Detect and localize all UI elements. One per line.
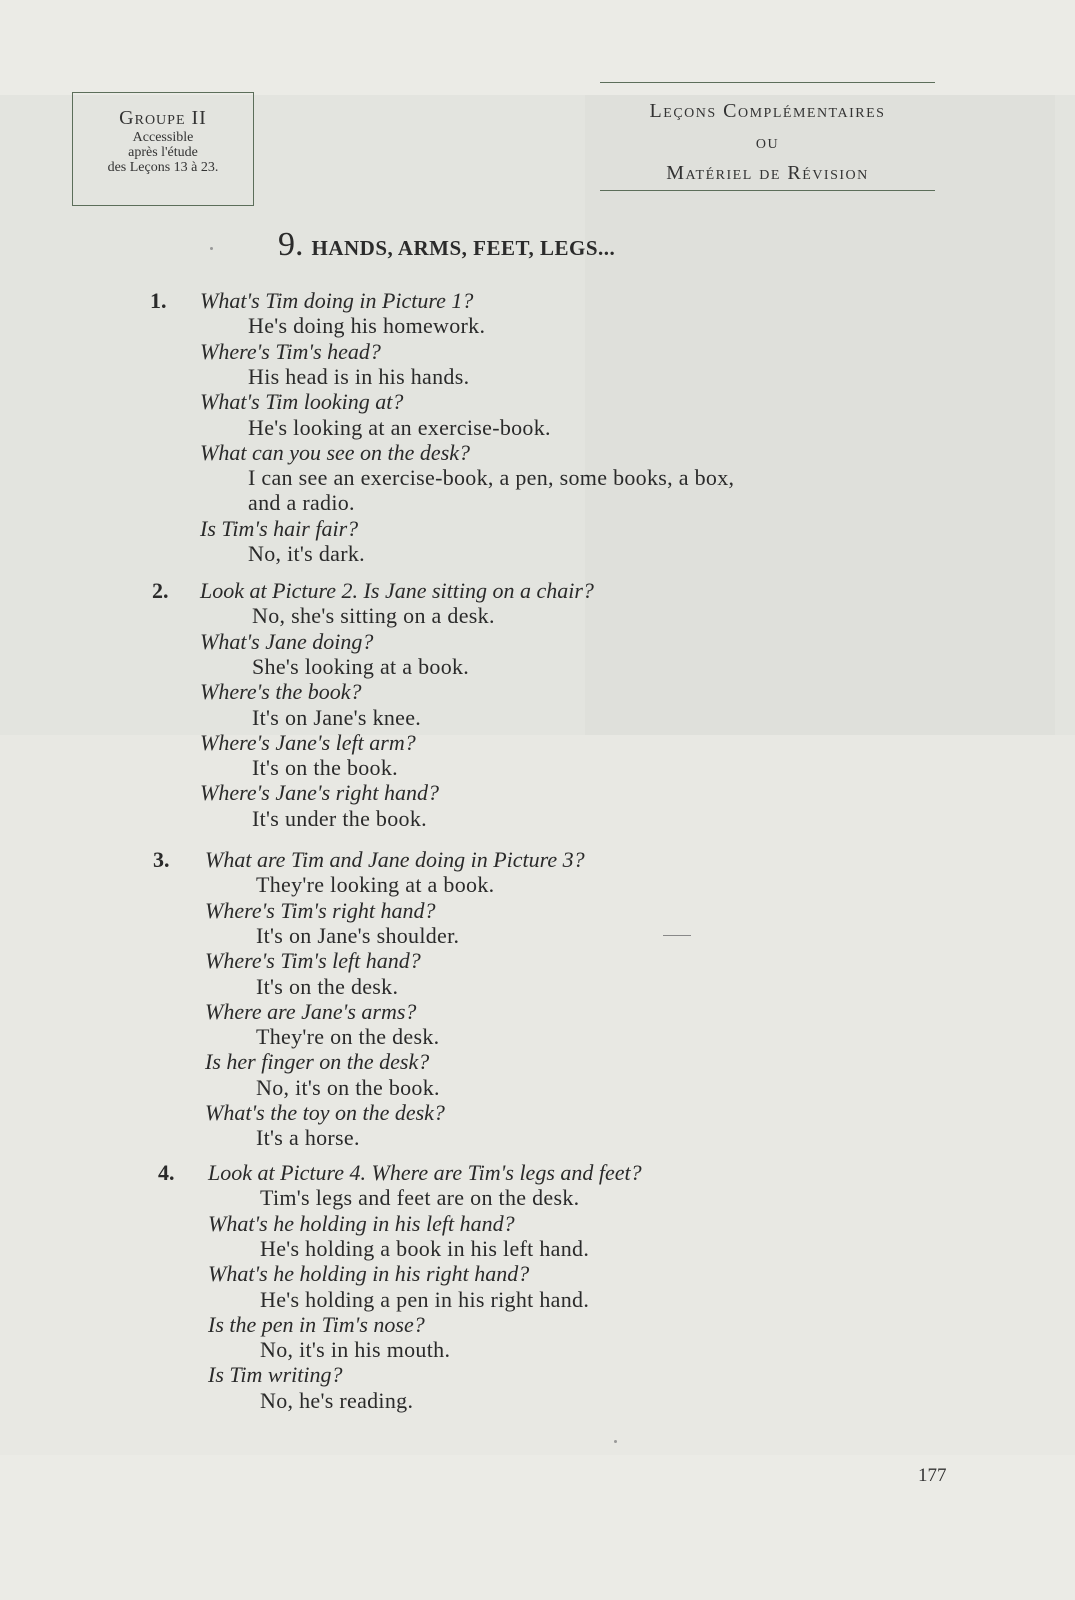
answer-line: It's a horse. [256, 1125, 360, 1151]
question-line: Is Tim's hair fair? [200, 515, 359, 541]
question-line: What can you see on the desk? [200, 439, 471, 465]
lecons-line: ou [755, 131, 780, 153]
answer-line: It's on the book. [252, 755, 398, 781]
question-line: Look at Picture 2. Is Jane sitting on a chair? [200, 578, 594, 603]
group-box [72, 92, 254, 206]
answer-line: His head is in his hands. [248, 363, 470, 389]
lecons-top-rule [600, 82, 935, 83]
answer-line: No, it's dark. [248, 541, 365, 566]
question-line: Where's Tim's right hand? [205, 897, 436, 923]
answer-line: No, he's reading. [260, 1387, 414, 1413]
page-shade-bottom [0, 735, 1075, 1455]
lecons-line: Matériel de Révision [666, 162, 869, 184]
speck [210, 247, 213, 250]
question-line: Look at Picture 4. Where are Tim's legs and feet? [208, 1160, 642, 1185]
group-line: des Leçons 13 à 23. [107, 160, 219, 175]
lesson-title [278, 226, 615, 264]
question-line: What's Tim doing in Picture 1? [200, 288, 474, 313]
answer-line: Tim's legs and feet are on the desk. [260, 1185, 580, 1211]
question-line: What's the toy on the desk? [205, 1100, 445, 1125]
question-line: Where's Jane's right hand? [200, 780, 439, 806]
answer-line: She's looking at a book. [252, 653, 470, 679]
lesson-number: 9. [278, 226, 304, 263]
group-line: après l'étude [128, 145, 198, 160]
question-line: Where's Tim's head? [200, 338, 381, 364]
group-title: Groupe II [119, 107, 207, 129]
page-shade-right [585, 95, 1055, 735]
question-line: What's he holding in his left hand? [208, 1210, 515, 1236]
question-number: 4. [158, 1160, 175, 1185]
answer-line: They're on the desk. [256, 1024, 440, 1050]
question-line: What's he holding in his right hand? [208, 1261, 530, 1287]
question-line: Where's Jane's left arm? [200, 729, 416, 755]
answer-line: No, it's in his mouth. [260, 1337, 451, 1363]
question-line: Is Tim writing? [208, 1362, 343, 1388]
lesson-title-text: HANDS, ARMS, FEET, LEGS... [311, 236, 616, 260]
question-line: What's Jane doing? [200, 628, 374, 654]
answer-line: and a radio. [248, 490, 355, 516]
question-line: Where are Jane's arms? [205, 998, 417, 1024]
answer-line: He's looking at an exercise-book. [248, 414, 551, 440]
answer-line: He's doing his homework. [248, 313, 486, 339]
answer-line: It's on the desk. [256, 973, 399, 999]
question-line: Is the pen in Tim's nose? [208, 1311, 425, 1337]
answer-line: No, it's on the book. [256, 1074, 440, 1100]
answer-line: No, she's sitting on a desk. [252, 603, 495, 629]
page-number: 177 [918, 1465, 947, 1486]
lecons-line: Leçons Complémentaires [649, 100, 886, 122]
answer-line: It's under the book. [252, 805, 427, 831]
question-line: What are Tim and Jane doing in Picture 3? [205, 847, 585, 872]
group-line: Accessible [132, 130, 194, 145]
question-line: Where's Tim's left hand? [205, 948, 421, 974]
stray-mark [663, 935, 691, 936]
answer-line: He's holding a book in his left hand. [260, 1235, 590, 1261]
question-line: Is her finger on the desk? [205, 1049, 430, 1075]
question-number: 1. [150, 288, 167, 313]
question-number: 2. [152, 578, 169, 603]
question-line: Where's the book? [200, 679, 362, 705]
lecons-bottom-rule [600, 190, 935, 191]
lecons-header [590, 96, 945, 189]
answer-line: He's holding a pen in his right hand. [260, 1286, 590, 1312]
answer-line: It's on Jane's shoulder. [256, 922, 460, 948]
answer-line: I can see an exercise-book, a pen, some books, a box, [248, 465, 735, 491]
answer-line: They're looking at a book. [256, 872, 495, 898]
speck [614, 1440, 617, 1443]
question-line: What's Tim looking at? [200, 389, 404, 415]
question-number: 3. [153, 847, 170, 872]
answer-line: It's on Jane's knee. [252, 704, 422, 730]
